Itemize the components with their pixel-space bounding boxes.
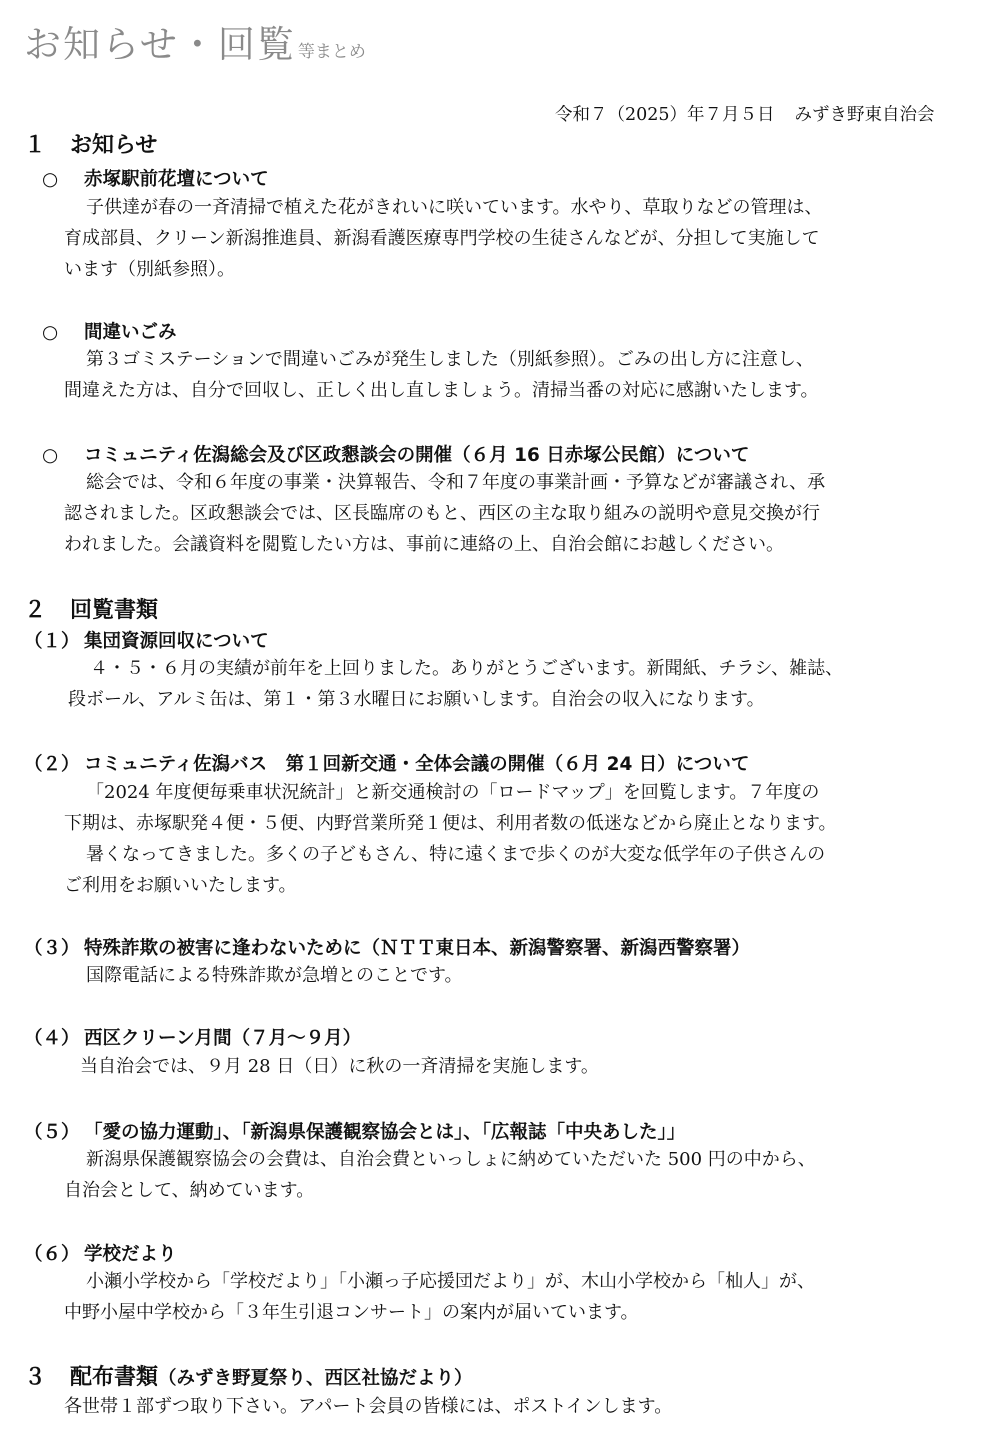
body-line: 総会では、令和６年度の事業・決算報告、令和７年度の事業計画・予算などが審議され、承: [86, 472, 826, 493]
circular-body: [64, 960, 463, 991]
body-line: 暑くなってきました。多くの子どもさん、特に遠くまで歩くのが大変な低学年の子供さんの: [86, 844, 826, 865]
notice-heading: [42, 441, 749, 467]
circular-heading-text: 集団資源回収について: [84, 631, 269, 652]
section-2-number: ２: [24, 598, 47, 623]
body-line: 新潟県保護観察協会の会費は、自治会費といっしょに納めていただいた 500 円の中から、: [86, 1149, 816, 1170]
body-line: 段ボール、アルミ缶は、第１・第３水曜日にお願いします。自治会の収入になります。: [68, 689, 765, 710]
body-line: 「2024 年度便毎乗車状況統計」と新交通検討の「ロードマップ」を回覧します。７年度の: [86, 782, 820, 803]
organization-name: みずき野東自治会: [794, 105, 935, 125]
notice-body: [64, 344, 819, 406]
item-number: （１）: [24, 631, 80, 652]
notice-heading-text: 間違いごみ: [84, 322, 177, 343]
section-1-number: １: [24, 133, 47, 158]
section-3-number: ３: [24, 1365, 47, 1390]
body-line: ご利用をお願いいたします。: [64, 875, 297, 896]
title-main: お知らせ・回覧: [24, 23, 296, 66]
issue-date: 令和７（2025）年７月５日: [555, 105, 775, 125]
circular-heading-text: 西区クリーン月間（７月～９月）: [84, 1028, 362, 1049]
dateline: [555, 101, 935, 126]
circular-heading: [24, 1024, 361, 1050]
circular-body: [68, 653, 843, 715]
body-line: 国際電話による特殊詐欺が急増とのことです。: [86, 965, 463, 986]
notice-heading: [42, 318, 177, 344]
section-3-title: 配布書類: [70, 1365, 159, 1390]
body-line: 間違えた方は、自分で回収し、正しく出し直しましょう。清掃当番の対応に感謝いたします。: [64, 380, 819, 401]
circular-body: [64, 777, 837, 901]
circular-heading: [24, 1118, 685, 1144]
body-line: 中野小屋中学校から「３年生引退コンサート」の案内が届いています。: [64, 1302, 639, 1323]
circle-bullet-icon: ○: [42, 169, 59, 190]
notice-body: [64, 467, 825, 560]
circular-heading: [24, 934, 750, 960]
body-line: 自治会として、納めています。: [64, 1180, 315, 1201]
item-number: （３）: [24, 938, 80, 959]
body-line: われました。会議資料を閲覧したい方は、事前に連絡の上、自治会館にお越しください。: [64, 534, 784, 555]
section-3-subtitle: （みずき野夏祭り、西区社協だより）: [158, 1368, 473, 1389]
notice-heading: [42, 165, 269, 191]
circle-bullet-icon: ○: [42, 445, 59, 466]
circular-heading-text: 「愛の協力運動」、「新潟県保護観察協会とは」、「広報誌「中央あした」」: [84, 1122, 686, 1143]
body-line: 育成部員、クリーン新潟推進員、新潟看護医療専門学校の生徒さんなどが、分担して実施して: [64, 228, 820, 249]
page-title: [24, 14, 366, 68]
section-1-heading: [24, 128, 157, 159]
body-line: 下期は、赤塚駅発４便・５便、内野営業所発１便は、利用者数の低迷などから廃止となります。: [64, 813, 837, 834]
item-number: （６）: [24, 1244, 80, 1265]
item-number: （４）: [24, 1028, 80, 1049]
body-line: 小瀬小学校から「学校だより」「小瀬っ子応援団だより」が、木山小学校から「杣人」が、: [86, 1271, 815, 1292]
section-2-title: 回覧書類: [70, 598, 159, 623]
circular-heading-text: 学校だより: [84, 1244, 177, 1265]
item-number: （２）: [24, 754, 80, 775]
section-1-title: お知らせ: [70, 133, 158, 158]
body-line: います（別紙参照）。: [64, 259, 235, 280]
notice-heading-text: コミュニティ佐潟総会及び区政懇談会の開催（６月 16 日赤塚公民館）について: [84, 445, 750, 466]
circular-heading-text: 特殊詐欺の被害に逢わないために（ＮＴＴ東日本、新潟警察署、新潟西警察署）: [84, 938, 751, 959]
item-number: （５）: [24, 1122, 80, 1143]
body-line: 認されました。区政懇談会では、区長臨席のもと、西区の主な取り組みの説明や意見交換が行: [64, 503, 820, 524]
body-line: 各世帯１部ずつ取り下さい。アパート会員の皆様には、ポストインします。: [64, 1396, 673, 1417]
circular-heading-text: コミュニティ佐潟バス 第１回新交通・全体会議の開催（６月 24 日）について: [84, 754, 750, 775]
notice-body: [64, 192, 823, 285]
circular-heading: [24, 1240, 177, 1266]
body-line: 当自治会では、９月 28 日（日）に秋の一斉清掃を実施します。: [80, 1056, 599, 1077]
title-suffix: 等まとめ: [297, 42, 366, 62]
circular-body: [58, 1051, 599, 1082]
body-line: 子供達が春の一斉清掃で植えた花がきれいに咲いています。水やり、草取りなどの管理は、: [86, 197, 823, 218]
section-2-heading: [24, 593, 158, 624]
section-3-heading: [24, 1360, 473, 1391]
circular-heading: [24, 627, 269, 653]
notice-heading-text: 赤塚駅前花壇について: [84, 169, 269, 190]
body-line: 第３ゴミステーションで間違いごみが発生しました（別紙参照）。ごみの出し方に注意し、: [86, 349, 814, 370]
circular-body: [64, 1266, 815, 1328]
distribution-body: [64, 1391, 672, 1422]
circular-heading: [24, 750, 749, 776]
circular-body: [64, 1144, 816, 1206]
body-line: ４・５・６月の実績が前年を上回りました。ありがとうございます。新聞紙、チラシ、雑誌、: [90, 658, 844, 679]
circle-bullet-icon: ○: [42, 322, 59, 343]
